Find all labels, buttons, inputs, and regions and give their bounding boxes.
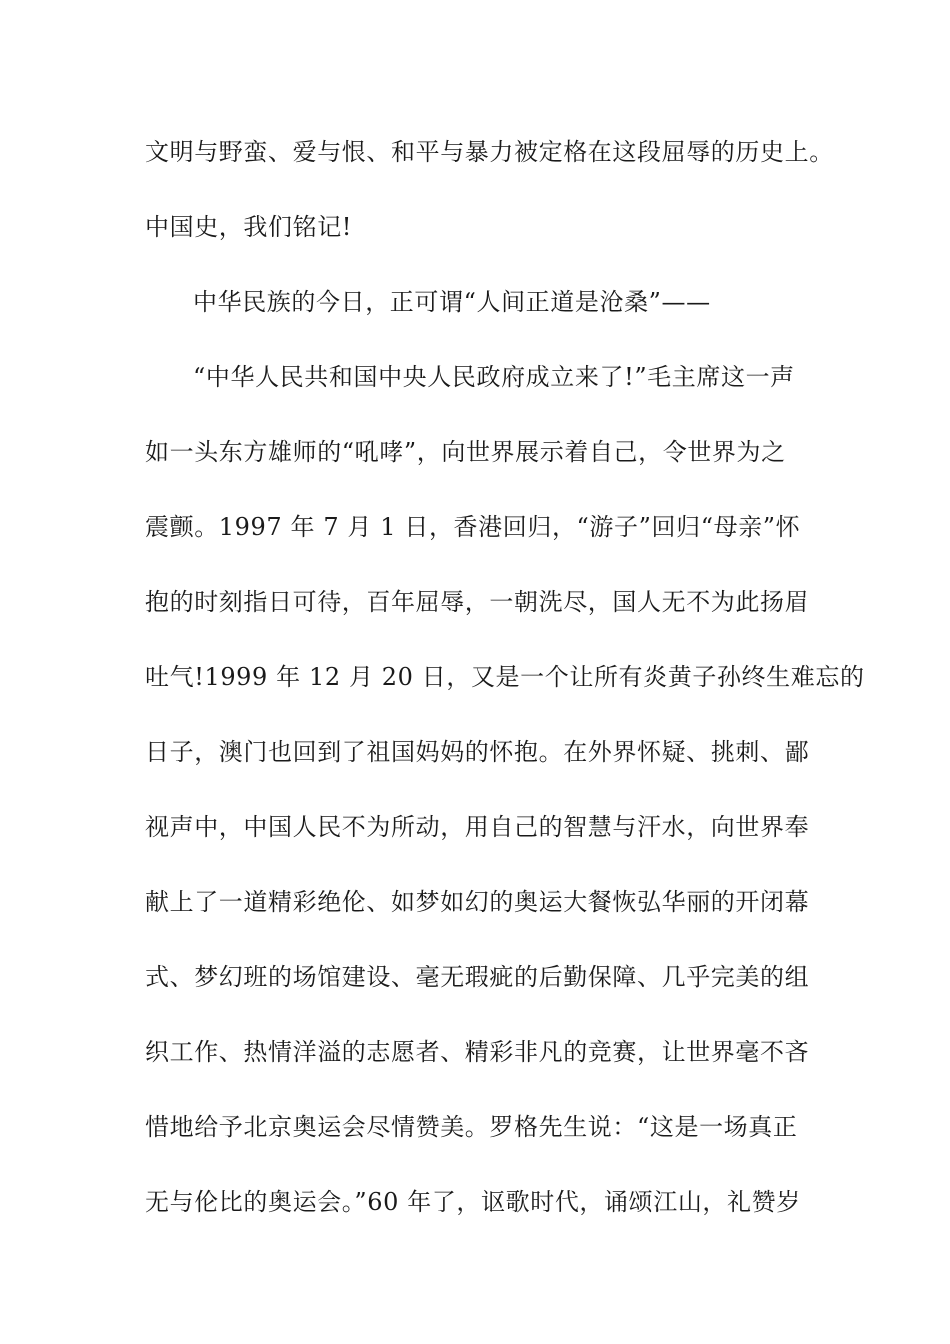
text-line: 惜地给予北京奥运会尽情赞美。罗格先生说：“这是一场真正 xyxy=(145,1113,798,1141)
text-line: 式、梦幻班的场馆建设、毫无瑕疵的后勤保障、几乎完美的组 xyxy=(145,963,810,991)
text-line: 日子，澳门也回到了祖国妈妈的怀抱。在外界怀疑、挑刺、鄙 xyxy=(145,738,810,766)
paragraph-start-line: 中华民族的今日，正可谓“人间正道是沧桑”—— xyxy=(193,288,711,316)
text-line: 中国史，我们铭记! xyxy=(145,213,353,241)
text-line: 抱的时刻指日可待，百年屈辱，一朝洗尽，国人无不为此扬眉 xyxy=(145,588,810,616)
text-line: 吐气!1999 年 12 月 20 日，又是一个让所有炎黄子孙终生难忘的 xyxy=(145,663,865,691)
paragraph-start-line: “中华人民共和国中央人民政府成立来了!”毛主席这一声 xyxy=(193,363,795,391)
text-line: 无与伦比的奥运会。”60 年了，讴歌时代，诵颂江山，礼赞岁 xyxy=(145,1188,801,1216)
text-line: 献上了一道精彩绝伦、如梦如幻的奥运大餐恢弘华丽的开闭幕 xyxy=(145,888,810,916)
text-line: 如一头东方雄师的“吼哮”，向世界展示着自己，令世界为之 xyxy=(145,438,786,466)
text-line: 震颤。1997 年 7 月 1 日，香港回归，“游子”回归“母亲”怀 xyxy=(145,513,801,541)
text-line: 视声中，中国人民不为所动，用自己的智慧与汗水，向世界奉 xyxy=(145,813,810,841)
text-line: 文明与野蛮、爱与恨、和平与暴力被定格在这段屈辱的历史上。 xyxy=(145,138,834,166)
text-line: 织工作、热情洋溢的志愿者、精彩非凡的竞赛，让世界毫不吝 xyxy=(145,1038,810,1066)
